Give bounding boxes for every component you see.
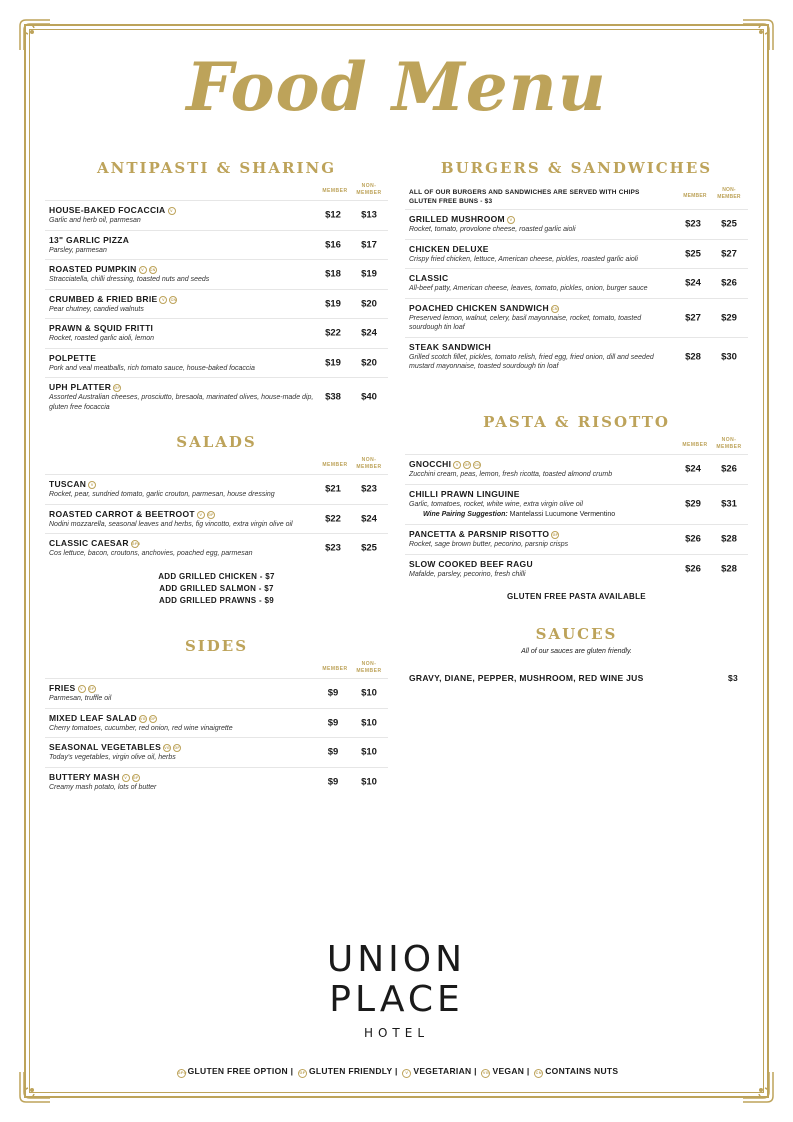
dietary-badge-icon: V xyxy=(159,296,167,304)
dietary-badge-icon: CN xyxy=(474,463,481,467)
item-description: Garlic, tomatoes, rocket, white wine, extra virgin olive oil xyxy=(409,500,583,508)
menu-item xyxy=(45,230,388,260)
non-member-price: $20 xyxy=(361,357,377,369)
item-description: Crispy fried chicken, lettuce, American cheese, pickles, roasted garlic aioli xyxy=(409,255,638,263)
dietary-badge-icon: VG xyxy=(140,716,146,721)
member-price: $9 xyxy=(327,717,339,729)
member-price: $26 xyxy=(685,563,701,575)
item-name-text: ROASTED PUMPKIN xyxy=(49,264,137,274)
add-on-3: ADD GRILLED PRAWNS - $9 xyxy=(159,595,274,605)
item-name xyxy=(409,459,674,470)
dietary-badge-icon: CN xyxy=(534,1069,543,1078)
dietary-badge-icon: GF xyxy=(132,775,139,780)
non-member-price: $28 xyxy=(721,533,737,545)
item-name-text: MIXED LEAF SALAD xyxy=(49,712,137,723)
member-price: $21 xyxy=(325,483,341,495)
non-member-price: $19 xyxy=(361,268,377,280)
member-price: $29 xyxy=(685,498,701,510)
item-name-text: GRILLED MUSHROOM xyxy=(409,214,505,224)
sauces-row xyxy=(405,673,748,683)
item-name-text: SEASONAL VEGETABLES xyxy=(49,742,162,752)
antipasti-section xyxy=(45,158,388,416)
member-price: $27 xyxy=(685,312,701,323)
item-description: Cos lettuce, bacon, croutons, anchovies, poached egg, parmesan xyxy=(49,550,253,557)
item-description: Preserved lemon, walnut, celery, basil mayonnaise, rocket, tomato, toasted sourdough tin loaf xyxy=(409,314,642,331)
menu-item xyxy=(45,533,388,563)
item-name xyxy=(409,273,674,284)
union-place-hotel-logo xyxy=(0,940,793,1040)
member-price: $9 xyxy=(327,776,339,788)
member-price: $22 xyxy=(325,513,341,525)
item-list xyxy=(45,200,388,416)
price-column-headers xyxy=(45,656,388,678)
non-member-header: NON- MEMBER xyxy=(356,183,382,196)
item-name-text: CLASSIC CAESAR xyxy=(49,538,129,548)
legend-label: GLUTEN FRIENDLY xyxy=(308,1066,393,1076)
non-member-price: $10 xyxy=(361,687,377,699)
item-name-text: POLPETTE xyxy=(49,352,97,363)
non-member-price: $25 xyxy=(721,218,737,230)
non-member-price: $10 xyxy=(361,776,377,788)
item-description: Creamy mash potato, lots of butter xyxy=(49,783,157,791)
add-on-1: ADD GRILLED CHICKEN - $7 xyxy=(158,571,275,581)
item-description: Rocket, tomato, provolone cheese, roasted garlic aioli xyxy=(409,226,576,233)
item-name-text: CRUMBED & FRIED BRIE xyxy=(49,293,158,304)
item-name-text: CHILLI PRAWN LINGUINE xyxy=(409,488,520,499)
dietary-badge-icon: GF xyxy=(88,687,95,691)
dietary-badge-icon: CN xyxy=(170,297,177,302)
item-description: Pork and veal meatballs, rich tomato sauce, house-baked focaccia xyxy=(49,364,255,372)
item-description: Grilled scotch fillet, pickles, tomato relish, fried egg, fried onion, dill and seeded mustard mayonnaise, toasted sourdough tin loaf xyxy=(409,353,654,370)
item-description: Parmesan, truffle oil xyxy=(49,695,112,702)
salads-section xyxy=(45,432,388,607)
dietary-legend xyxy=(0,1066,793,1078)
dietary-badge-icon: V xyxy=(139,266,147,274)
gf-pasta-note: GLUTEN FREE PASTA AVAILABLE xyxy=(507,592,646,601)
item-name xyxy=(49,742,314,753)
price-column-headers xyxy=(405,432,748,454)
non-member-price: $24 xyxy=(361,327,377,339)
member-price: $26 xyxy=(685,533,701,545)
item-description: All-beef patty, American cheese, leaves, tomato, pickles, onion, burger sauce xyxy=(409,285,648,292)
item-name-text: CHICKEN DELUXE xyxy=(409,243,489,254)
non-member-header: NON- MEMBER xyxy=(356,661,382,674)
item-description: Rocket, pear, sundried tomato, garlic crouton, parmesan, house dressing xyxy=(49,491,275,498)
member-price: $22 xyxy=(325,327,341,339)
member-price: $12 xyxy=(325,209,341,221)
member-price: $23 xyxy=(685,218,701,230)
wine-pairing-value: Mantelassi Lucumone Vermentino xyxy=(507,511,616,518)
item-name xyxy=(409,342,674,353)
gf-buns-note: GLUTEN FREE BUNS - $3 xyxy=(409,198,493,205)
dietary-badge-icon: GF xyxy=(464,463,471,467)
non-member-price: $27 xyxy=(721,248,737,260)
item-description: Cherry tomatoes, cucumber, red onion, red wine vinaigrette xyxy=(49,724,233,732)
item-description: Nodini mozzarella, seasonal leaves and herbs, fig vincotto, extra virgin olive oil xyxy=(49,520,293,528)
item-name xyxy=(409,529,674,540)
menu-item xyxy=(45,289,388,319)
legend-separator: | xyxy=(524,1066,533,1076)
item-description: Rocket, roasted garlic aioli, lemon xyxy=(49,335,155,342)
item-description: Pear chutney, candied walnuts xyxy=(49,305,144,313)
item-list xyxy=(405,454,748,583)
menu-item xyxy=(405,268,748,298)
item-name-text: PRAWN & SQUID FRITTI xyxy=(49,323,154,333)
item-name xyxy=(49,264,314,275)
non-member-price: $40 xyxy=(361,391,377,403)
item-name xyxy=(409,303,674,314)
item-name-text: GNOCCHI xyxy=(409,459,452,469)
menu-item xyxy=(45,708,388,738)
dietary-badge-icon: CN xyxy=(552,306,558,311)
dietary-badge-icon: GF xyxy=(298,1069,307,1078)
menu-item xyxy=(45,318,388,348)
item-name-text: UPH PLATTER xyxy=(49,382,112,392)
non-member-price: $31 xyxy=(721,498,737,510)
wine-pairing-label: Wine Pairing Suggestion: xyxy=(423,511,508,518)
dietary-badge-icon: V xyxy=(122,774,130,782)
pasta-section xyxy=(405,412,748,603)
member-header: MEMBER xyxy=(322,462,348,468)
menu-item xyxy=(45,474,388,504)
legend-label: GLUTEN FREE OPTION xyxy=(187,1066,288,1076)
dietary-badge-icon: GFO xyxy=(177,1069,186,1078)
item-name xyxy=(49,205,314,216)
non-member-header: NON- MEMBER xyxy=(717,187,741,200)
dietary-badge-icon: GF xyxy=(114,386,120,390)
non-member-price: $26 xyxy=(721,463,737,475)
sides-section xyxy=(45,636,388,796)
member-price: $25 xyxy=(685,248,701,260)
legend-label: CONTAINS NUTS xyxy=(545,1066,619,1076)
burgers-info xyxy=(405,188,748,206)
legend-separator: | xyxy=(392,1066,401,1076)
non-member-price: $10 xyxy=(361,746,377,758)
item-description: Assorted Australian cheeses, prosciutto, bresaola, marinated olives, house-made dip, gluten free focaccia xyxy=(49,394,314,411)
section-title: SAUCES xyxy=(535,625,618,643)
menu-item xyxy=(405,337,748,376)
legend-separator: | xyxy=(471,1066,480,1076)
member-header: MEMBER xyxy=(322,188,348,194)
item-name-text: SLOW COOKED BEEF RAGU xyxy=(409,558,533,569)
item-name-text: HOUSE-BAKED FOCACCIA xyxy=(49,205,166,215)
menu-item xyxy=(405,454,748,484)
non-member-price: $28 xyxy=(721,563,737,575)
menu-item xyxy=(45,737,388,767)
member-price: $24 xyxy=(685,463,701,475)
sauces-price: $3 xyxy=(727,673,738,683)
non-member-price: $24 xyxy=(361,513,377,525)
item-name-text: 13" GARLIC PIZZA xyxy=(49,234,130,245)
price-column-headers xyxy=(45,178,388,200)
non-member-price: $20 xyxy=(361,298,377,310)
non-member-header: NON- MEMBER xyxy=(356,457,382,470)
item-description: Stracciatella, chilli dressing, toasted nuts and seeds xyxy=(49,276,210,283)
dietary-badge-icon: VG xyxy=(481,1069,490,1078)
item-list xyxy=(45,474,388,563)
dietary-badge-icon: CN xyxy=(149,268,156,272)
legend-separator: | xyxy=(287,1066,296,1076)
section-title: PASTA & RISOTTO xyxy=(483,413,670,431)
corner-ornament-icon xyxy=(18,18,52,52)
dietary-badge-icon: V xyxy=(197,511,205,519)
logo-line-2: PLACE xyxy=(329,979,464,1020)
dietary-badge-icon: V xyxy=(453,461,461,469)
logo-line-3: HOTEL xyxy=(363,1026,430,1040)
member-price: $24 xyxy=(685,277,701,289)
menu-item xyxy=(405,524,748,554)
item-list xyxy=(45,678,388,796)
item-name xyxy=(49,538,314,549)
sauces-note: All of our sauces are gluten friendly. xyxy=(521,648,632,655)
dietary-badge-icon: VG xyxy=(164,746,171,750)
dietary-badge-icon: V xyxy=(88,481,96,489)
item-name xyxy=(49,772,314,783)
item-name-text: PANCETTA & PARSNIP RISOTTO xyxy=(409,529,550,539)
non-member-price: $25 xyxy=(361,542,377,554)
price-column-headers xyxy=(45,452,388,474)
sauces-list: GRAVY, DIANE, PEPPER, MUSHROOM, RED WINE JUS xyxy=(409,673,644,683)
member-price: $38 xyxy=(325,391,341,403)
non-member-price: $29 xyxy=(721,312,737,323)
section-title: BURGERS & SANDWICHES xyxy=(440,159,713,177)
member-header: MEMBER xyxy=(683,193,707,199)
dietary-badge-icon: V xyxy=(402,1069,411,1078)
non-member-header: NON- MEMBER xyxy=(716,437,742,450)
section-title: SIDES xyxy=(184,637,249,655)
non-member-price: $26 xyxy=(721,277,737,289)
wine-pairing xyxy=(409,510,674,520)
dietary-badge-icon: V xyxy=(507,216,515,224)
dietary-badge-icon: GF xyxy=(208,512,214,517)
item-description: Parsley, parmesan xyxy=(49,246,107,254)
item-description: Mafalde, parsley, pecorino, fresh chilli xyxy=(409,570,526,578)
item-list xyxy=(405,209,748,376)
chips-note: ALL OF OUR BURGERS AND SANDWICHES ARE SERVED WITH CHIPS xyxy=(409,189,640,196)
item-name xyxy=(49,683,314,694)
logo-line-1: UNION xyxy=(326,939,467,980)
item-name-text: ROASTED CARROT & BEETROOT xyxy=(49,508,195,519)
item-description: Garlic and herb oil, parmesan xyxy=(49,217,141,224)
menu-item xyxy=(405,298,748,337)
legend-label: VEGAN xyxy=(492,1066,525,1076)
non-member-price: $17 xyxy=(361,239,377,251)
menu-item xyxy=(45,200,388,230)
item-name xyxy=(49,353,314,364)
item-name xyxy=(409,244,674,255)
dietary-badge-icon: V xyxy=(78,685,86,693)
member-price: $16 xyxy=(325,239,341,251)
member-price: $23 xyxy=(325,542,341,554)
dietary-badge-icon: GF xyxy=(150,716,156,721)
member-price: $19 xyxy=(325,298,341,310)
menu-item xyxy=(405,209,748,239)
item-name xyxy=(49,382,314,393)
sauces-section xyxy=(405,624,748,683)
item-name xyxy=(49,509,314,520)
non-member-price: $30 xyxy=(721,351,737,362)
menu-item xyxy=(45,678,388,708)
section-title: SALADS xyxy=(176,433,257,451)
dietary-badge-icon: GF xyxy=(552,533,559,537)
item-name xyxy=(49,323,314,334)
corner-ornament-icon xyxy=(741,18,775,52)
item-name-text: CLASSIC xyxy=(409,273,449,283)
menu-item xyxy=(45,259,388,289)
item-name xyxy=(49,713,314,724)
item-name xyxy=(49,235,314,246)
menu-item xyxy=(45,377,388,416)
item-name-text: STEAK SANDWICH xyxy=(409,341,492,352)
member-price: $28 xyxy=(685,351,701,362)
menu-title: Food Menu xyxy=(186,48,607,126)
menu-item xyxy=(405,239,748,269)
item-name xyxy=(409,559,674,570)
member-header: MEMBER xyxy=(682,442,708,448)
member-price: $18 xyxy=(325,268,341,280)
menu-item xyxy=(45,348,388,378)
menu-item xyxy=(405,554,748,584)
item-name xyxy=(49,294,314,305)
dietary-badge-icon: V xyxy=(168,207,176,215)
item-name xyxy=(409,489,674,500)
item-name xyxy=(409,214,674,225)
menu-item xyxy=(45,767,388,797)
item-name-text: TUSCAN xyxy=(49,479,87,489)
member-price: $9 xyxy=(327,687,339,699)
item-name xyxy=(49,479,314,490)
menu-item xyxy=(45,504,388,534)
legend-label: VEGETARIAN xyxy=(413,1066,472,1076)
item-name-text: POACHED CHICKEN SANDWICH xyxy=(409,302,549,313)
menu-item xyxy=(405,484,748,525)
section-title: ANTIPASTI & SHARING xyxy=(97,159,336,177)
member-price: $9 xyxy=(327,746,339,758)
member-header: MEMBER xyxy=(322,666,348,672)
item-name-text: BUTTERY MASH xyxy=(49,771,120,782)
non-member-price: $23 xyxy=(361,483,377,495)
item-description: Zucchini cream, peas, lemon, fresh ricotta, toasted almond crumb xyxy=(409,471,613,478)
item-description: Today's vegetables, virgin olive oil, herbs xyxy=(49,754,176,761)
dietary-badge-icon: GF xyxy=(174,746,180,750)
member-price: $19 xyxy=(325,357,341,369)
item-name-text: FRIES xyxy=(49,683,76,693)
add-on-2: ADD GRILLED SALMON - $7 xyxy=(159,583,274,593)
burgers-section xyxy=(405,158,748,376)
item-description: Rocket, sage brown butter, pecorino, parsnip crisps xyxy=(409,541,569,548)
dietary-badge-icon: GFO xyxy=(131,542,141,546)
non-member-price: $10 xyxy=(361,717,377,729)
non-member-price: $13 xyxy=(361,209,377,221)
